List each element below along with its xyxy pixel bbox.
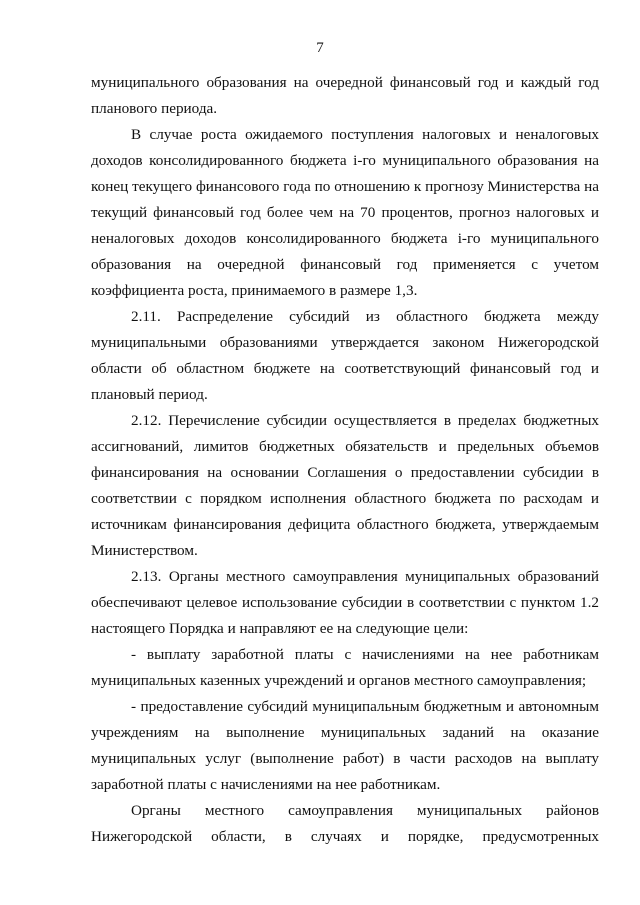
page-number: 7: [316, 40, 324, 56]
paragraph-2-13: 2.13. Органы местного самоуправления муниципальных образований обеспечивают целевое использование субсидии в соответствии с пунктом 1.2 настоящего Порядка и направляют ее на следующие цели:: [91, 568, 599, 637]
paragraph-continuation: муниципального образования на очередной финансовый год и каждый год планового периода.: [91, 74, 599, 117]
list-item-subsidies: - предоставление субсидий муниципальным бюджетным и автономным учреждениям на выполнение муниципальных заданий на оказание муниципальных услуг (выполнение работ) в части расходов на выплату заработной платы с начислениями на нее работникам.: [91, 698, 599, 793]
list-item-salary: - выплату заработной платы с начислениями на нее работникам муниципальных казенных учреждений и органов местного самоуправления;: [91, 646, 599, 689]
paragraph-income-growth: В случае роста ожидаемого поступления налоговых и неналоговых доходов консолидированного бюджета i-го муниципального образования на конец текущего финансового года по отношению к прогнозу Министерства на текущий финансовый год более чем на 70 процентов, прогноз налоговых и неналоговых доходов консолидированного бюджета i-го муниципального образования на очередной финансовый год применяется с учетом коэффициента роста, принимаемого в размере 1,3.: [91, 126, 599, 299]
paragraph-local-authorities: Органы местного самоуправления муниципальных районов Нижегородской области, в случаях и порядке, предусмотренных: [91, 802, 599, 845]
paragraph-2-12: 2.12. Перечисление субсидии осуществляется в пределах бюджетных ассигнований, лимитов бюджетных обязательств и предельных объемов финансирования на основании Соглашения о предоставлении субсидии в соответствии с порядком исполнения областного бюджета по расходам и источникам финансирования дефицита областного бюджета, утверждаемым Министерством.: [91, 412, 599, 559]
document-body: [91, 70, 599, 850]
paragraph-2-11: 2.11. Распределение субсидий из областного бюджета между муниципальными образованиями утверждается законом Нижегородской области об областном бюджете на соответствующий финансовый год и плановый период.: [91, 308, 599, 403]
